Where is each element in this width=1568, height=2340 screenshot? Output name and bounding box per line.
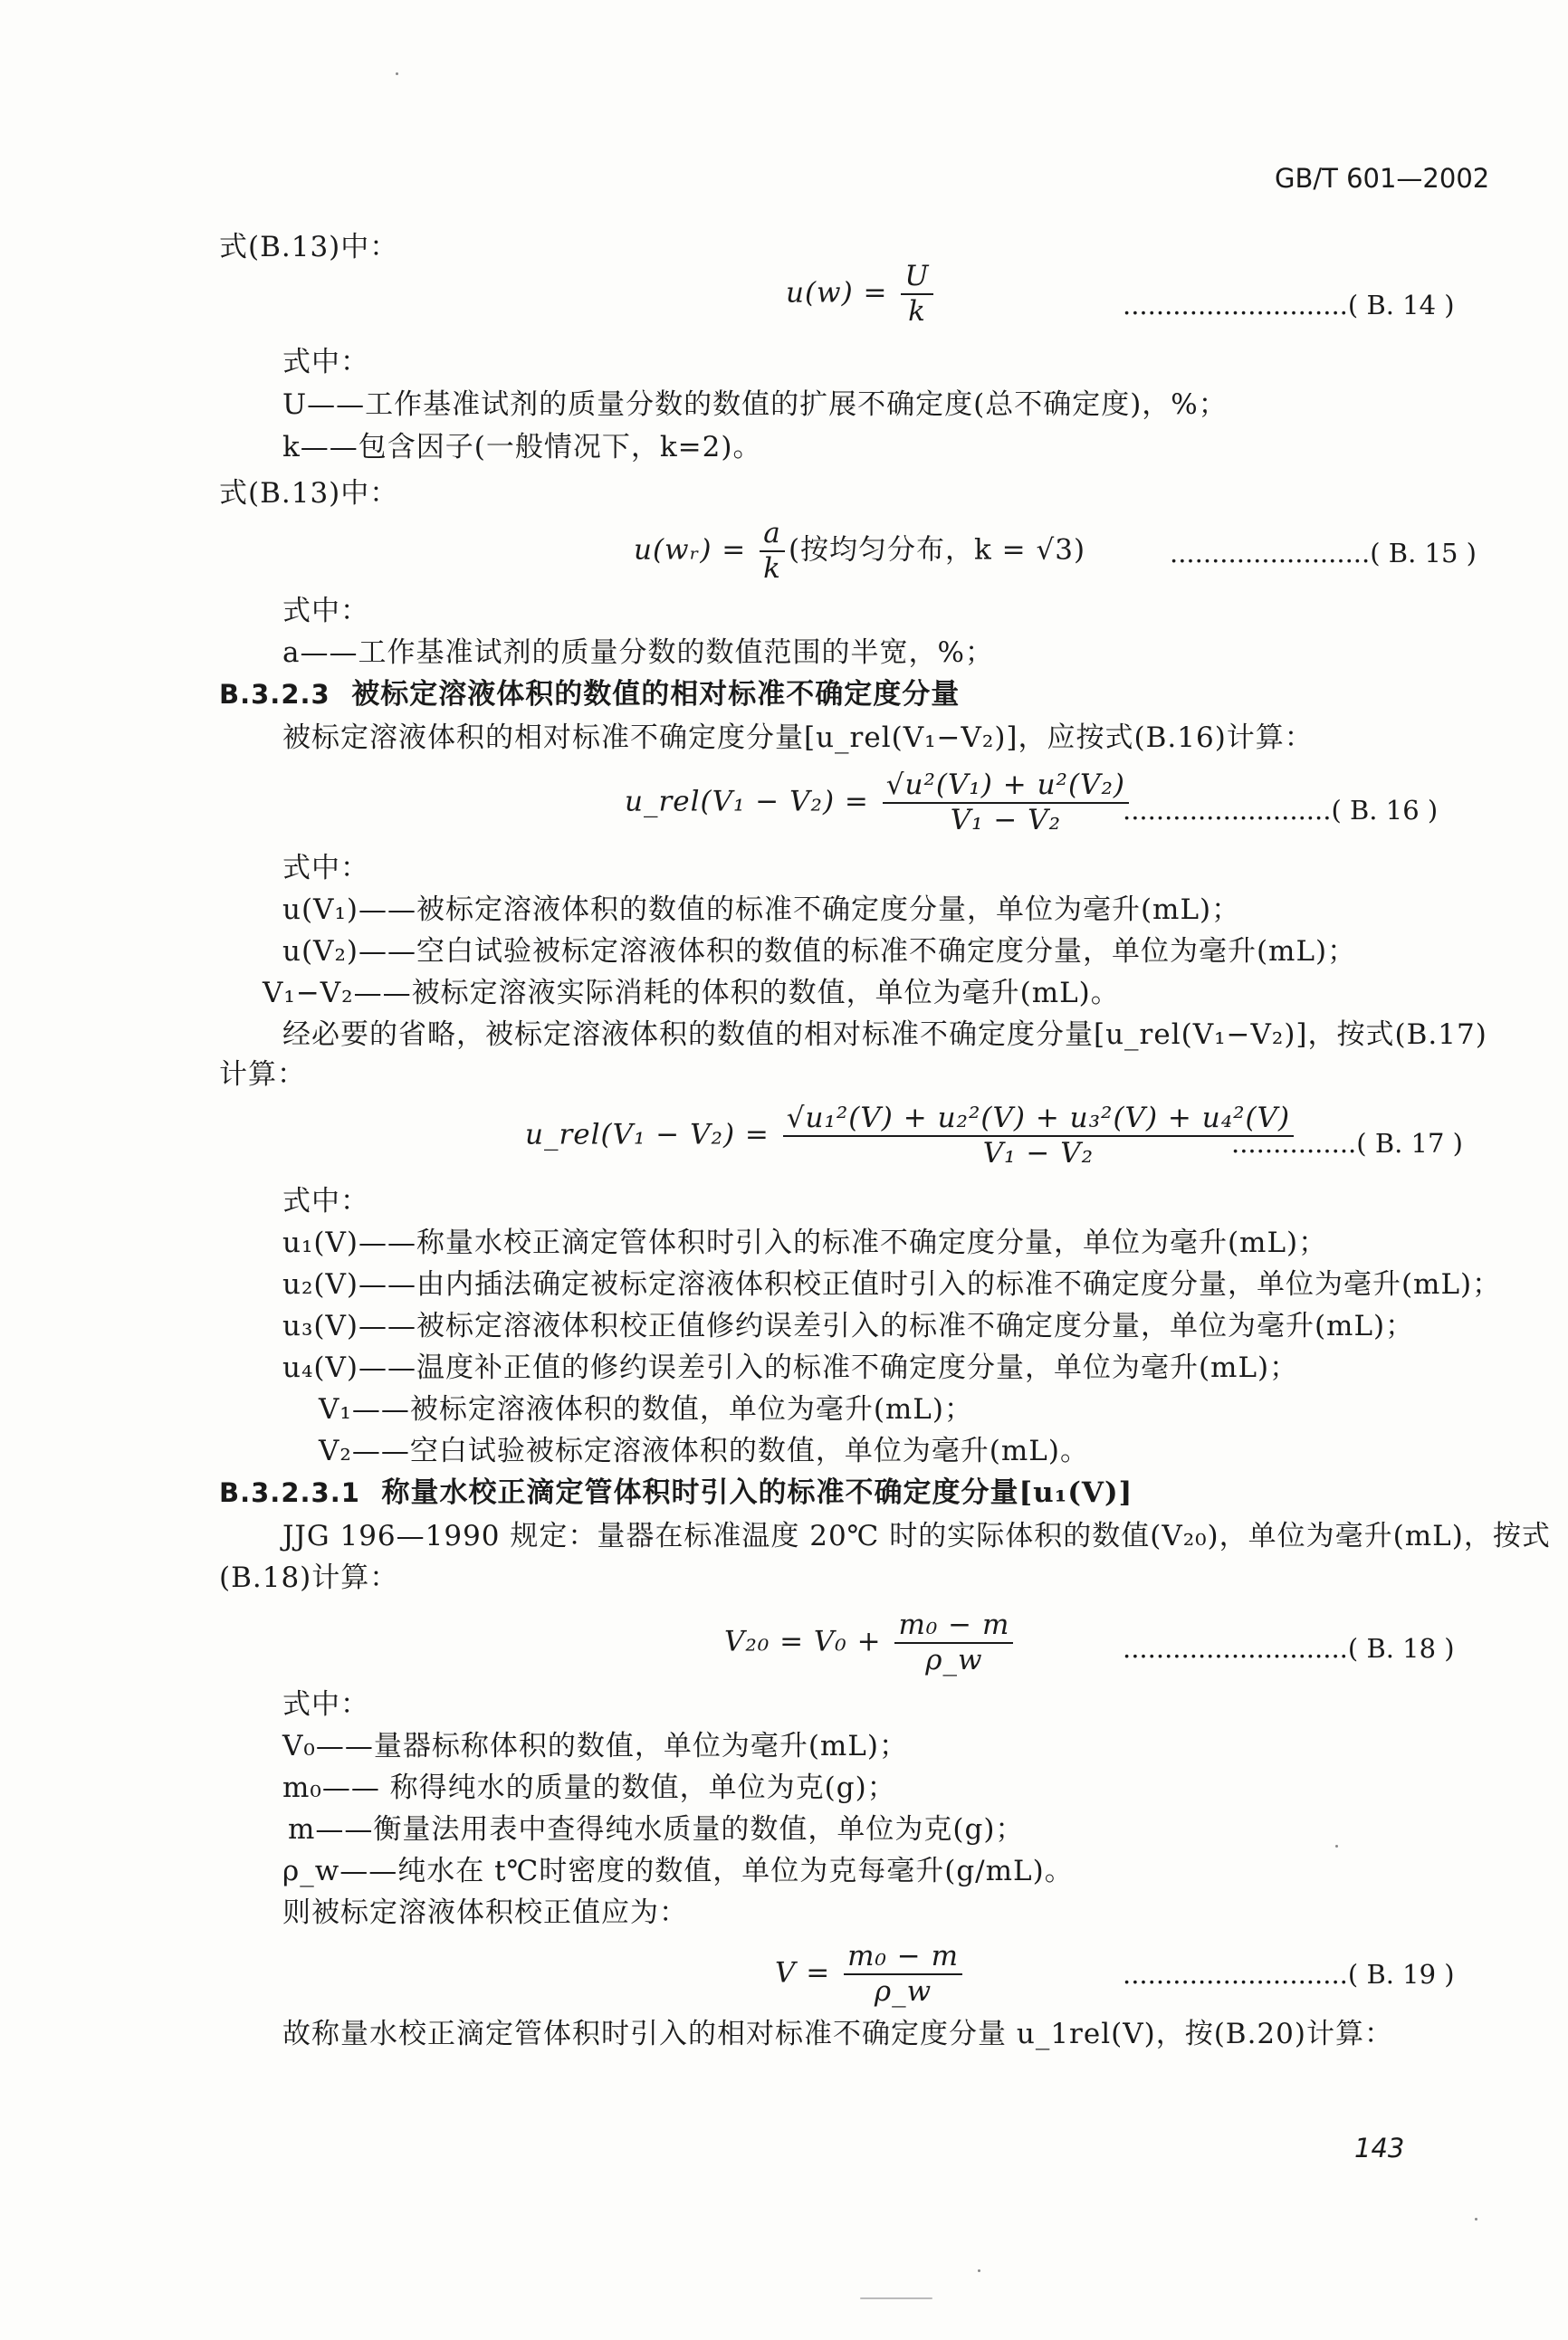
equation-b18 [724, 1611, 1017, 1675]
fraction-denominator: ρ_w [925, 1644, 983, 1676]
fraction-numerator: U [901, 263, 932, 295]
standard-code: GB/T 601—2002 [1275, 163, 1490, 194]
equation-number-leader [1123, 1959, 1455, 1990]
text-line: 式中： [282, 595, 369, 627]
leader-dots: ............... [1231, 1128, 1357, 1159]
fraction [894, 1611, 1013, 1675]
text-line: JJG 196—1990 规定：量器在标准温度 20℃ 时的实际体积的数值(V₂₀)，单位为毫升(mL)，按式 [282, 1520, 1551, 1552]
text-line: 则被标定溶液体积校正值应为： [282, 1896, 688, 1929]
equation-number: ( B. 15 ) [1370, 538, 1477, 568]
text-line: u₄(V)——温度补正值的修约误差引入的标准不确定度分量，单位为毫升(mL)； [282, 1351, 1299, 1384]
section-title: 称量水校正滴定管体积时引入的标准不确定度分量[u₁(V)] [381, 1476, 1133, 1509]
equation-number: ( B. 17 ) [1356, 1128, 1463, 1159]
text-line: 故称量水校正滴定管体积时引入的相对标准不确定度分量 u_1rel(V)，按(B.20)计算： [282, 2018, 1393, 2050]
text-line: V₀——量器标称体积的数值，单位为毫升(mL)； [282, 1730, 908, 1762]
fraction-denominator: k [763, 552, 781, 585]
fraction [844, 1940, 962, 2008]
equation-lhs: u_rel(V₁ − V₂) = [525, 1118, 770, 1151]
text-line: (B.18)计算： [219, 1562, 399, 1594]
scan-speck [396, 72, 398, 75]
equation-number: ( B. 19 ) [1347, 1959, 1455, 1990]
text-line: 式中： [282, 1688, 369, 1721]
fraction [783, 1104, 1294, 1168]
text-line: u₂(V)——由内插法确定被标定溶液体积校正值时引入的标准不确定度分量，单位为毫升(mL)； [282, 1268, 1502, 1301]
equation-lhs: u(w) = [786, 276, 888, 310]
equation-number-leader [1231, 1128, 1463, 1159]
equation-b15 [634, 517, 1086, 585]
fraction-denominator: V₁ − V₂ [950, 804, 1061, 836]
equation-number-leader [1123, 1633, 1455, 1664]
leader-dots: ........................... [1123, 1633, 1348, 1664]
fraction-numerator: m₀ − m [894, 1611, 1013, 1644]
text-line: u₁(V)——称量水校正滴定管体积时引入的标准不确定度分量，单位为毫升(mL)； [282, 1227, 1328, 1259]
equation-b19 [775, 1940, 966, 2008]
section-heading-b3-2-3-1 [219, 1476, 1133, 1509]
equation-b14 [786, 260, 937, 328]
text-line: 式(B.13)中： [219, 477, 399, 510]
text-line: u₃(V)——被标定溶液体积校正值修约误差引入的标准不确定度分量，单位为毫升(mL)； [282, 1310, 1415, 1342]
scan-speck [1475, 2218, 1477, 2221]
equation-lhs: V = [775, 1956, 831, 1990]
section-number: B.3.2.3 [219, 679, 330, 710]
text-line: V₂——空白试验被标定溶液体积的数值，单位为毫升(mL)。 [319, 1435, 1089, 1467]
equation-number: ( B. 16 ) [1331, 795, 1439, 826]
fraction-numerator: √u₁²(V) + u₂²(V) + u₃²(V) + u₄²(V) [783, 1104, 1294, 1137]
text-line: u(V₂)——空白试验被标定溶液体积的数值的标准不确定度分量，单位为毫升(mL)； [282, 935, 1357, 968]
text-line: 式中： [282, 1185, 369, 1218]
scan-speck [978, 2269, 980, 2272]
scan-speck [860, 2297, 932, 2299]
fraction-denominator: V₁ − V₂ [982, 1137, 1095, 1170]
text-line: a——工作基准试剂的质量分数的数值范围的半宽，%； [282, 636, 994, 669]
equation-number-leader [1123, 795, 1438, 826]
equation-number-leader [1170, 538, 1477, 568]
scan-speck [1335, 1845, 1338, 1848]
equation-number: ( B. 18 ) [1347, 1633, 1455, 1664]
fraction [901, 260, 932, 328]
equation-lhs: u_rel(V₁ − V₂) = [625, 785, 869, 818]
equation-number-leader [1123, 290, 1455, 320]
leader-dots: ......................... [1123, 795, 1332, 826]
text-line: V₁−V₂——被标定溶液实际消耗的体积的数值，单位为毫升(mL)。 [263, 977, 1120, 1009]
text-line: V₁——被标定溶液体积的数值，单位为毫升(mL)； [319, 1393, 973, 1426]
text-line: 式中： [282, 346, 369, 378]
page-number: 143 [1354, 2133, 1405, 2163]
leader-dots: ........................... [1123, 290, 1348, 320]
text-line: 计算： [219, 1058, 306, 1091]
section-title: 被标定溶液体积的数值的相对标准不确定度分量 [351, 678, 961, 711]
section-number: B.3.2.3.1 [219, 1477, 360, 1508]
leader-dots: ........................... [1123, 1959, 1348, 1990]
equation-note: (按均匀分布，k = √3) [788, 533, 1086, 567]
fraction-numerator: a [760, 520, 785, 552]
fraction-denominator: ρ_w [874, 1975, 932, 2008]
text-line: 式中： [282, 852, 369, 884]
fraction-numerator: √u²(V₁) + u²(V₂) [883, 771, 1129, 804]
text-line: U——工作基准试剂的质量分数的数值的扩展不确定度(总不确定度)，%； [282, 388, 1228, 421]
text-line: 被标定溶液体积的相对标准不确定度分量[u_rel(V₁−V₂)]，应按式(B.16)计算： [282, 721, 1314, 754]
text-line: u(V₁)——被标定溶液体积的数值的标准不确定度分量，单位为毫升(mL)； [282, 893, 1241, 926]
section-heading-b3-2-3 [219, 678, 961, 711]
text-line: 经必要的省略，被标定溶液体积的数值的相对标准不确定度分量[u_rel(V₁−V₂)]，按式(B.17) [282, 1018, 1487, 1051]
fraction-numerator: m₀ − m [844, 1943, 962, 1975]
fraction [760, 517, 785, 585]
leader-dots: ........................ [1170, 538, 1371, 568]
fraction [883, 771, 1129, 835]
equation-b17 [525, 1104, 1297, 1168]
text-line: 式(B.13)中： [219, 231, 399, 263]
equation-number: ( B. 14 ) [1347, 290, 1455, 320]
text-line: k——包含因子(一般情况下，k=2)。 [282, 431, 762, 463]
text-line: m₀—— 称得纯水的质量的数值，单位为克(g)； [282, 1772, 896, 1804]
equation-b16 [625, 771, 1133, 835]
fraction-denominator: k [908, 295, 926, 328]
text-line: m——衡量法用表中查得纯水质量的数值，单位为克(g)； [288, 1813, 1025, 1846]
text-line: ρ_w——纯水在 t℃时密度的数值，单位为克每毫升(g/mL)。 [282, 1855, 1074, 1887]
equation-lhs: u(wᵣ) = [634, 533, 747, 567]
equation-lhs: V₂₀ = V₀ + [724, 1625, 882, 1658]
